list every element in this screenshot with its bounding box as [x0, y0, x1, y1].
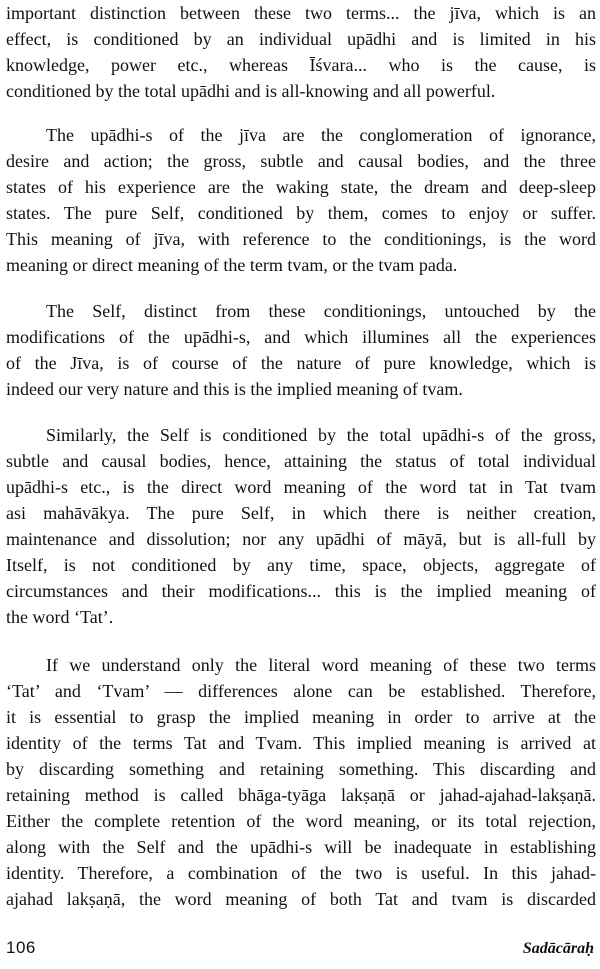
text-line: subtle and causal bodies, hence, attaining the status of total individual [6, 451, 596, 471]
page-body [6, 0, 596, 912]
paragraph [6, 122, 596, 278]
text-line: maintenance and dissolution; nor any upādhi of māyā, but is all-full by [6, 529, 596, 549]
text-line: ajahad lakṣaṇā, the word meaning of both Tat and tvam is discarded [6, 889, 596, 909]
text-line: circumstances and their modifications... this is the implied meaning of [6, 581, 596, 601]
text-line: identity of the terms Tat and Tvam. This implied meaning is arrived at [6, 733, 596, 753]
text-line: retaining method is called bhāga-tyāga lakṣaṇā or jahad-ajahad-lakṣaṇā. [6, 785, 596, 805]
page-footer [6, 938, 594, 964]
text-line: identity. Therefore, a combination of the two is useful. In this jahad- [6, 863, 596, 883]
text-line: desire and action; the gross, subtle and causal bodies, and the three [6, 151, 596, 171]
text-line: states of his experience are the waking state, the dream and deep-sleep [6, 177, 596, 197]
text-line: The upādhi-s of the jīva are the conglomeration of ignorance, [46, 125, 596, 145]
paragraph [6, 298, 596, 402]
paragraph [6, 422, 596, 630]
text-line: knowledge, power etc., whereas Īśvara... who is the cause, is [6, 55, 596, 75]
text-line: effect, is conditioned by an individual upādhi and is limited in his [6, 29, 596, 49]
text-line: conditioned by the total upādhi and is all-knowing and all powerful. [6, 81, 496, 101]
paragraph [6, 652, 596, 912]
paragraph [6, 0, 596, 104]
text-line: Itself, is not conditioned by any time, space, objects, aggregate of [6, 555, 596, 575]
text-line: by discarding something and retaining something. This discarding and [6, 759, 596, 779]
text-line: If we understand only the literal word meaning of these two terms [46, 655, 596, 675]
text-line: Similarly, the Self is conditioned by the total upādhi-s of the gross, [46, 425, 596, 445]
text-line: important distinction between these two terms... the jīva, which is an [6, 3, 596, 23]
text-line: along with the Self and the upādhi-s will be inadequate in establishing [6, 837, 596, 857]
text-line: upādhi-s etc., is the direct word meaning of the word tat in Tat tvam [6, 477, 596, 497]
page-number: 106 [6, 938, 36, 957]
text-line: This meaning of jīva, with reference to the conditionings, is the word [6, 229, 596, 249]
text-line: indeed our very nature and this is the implied meaning of tvam. [6, 379, 463, 399]
text-line: ‘Tat’ and ‘Tvam’ — differences alone can be established. Therefore, [6, 681, 596, 701]
text-line: of the Jīva, is of course of the nature of pure knowledge, which is [6, 353, 596, 373]
text-line: it is essential to grasp the implied meaning in order to arrive at the [6, 707, 596, 727]
running-title: Sadācāraḥ [522, 940, 594, 957]
text-line: the word ‘Tat’. [6, 607, 114, 627]
text-line: asi mahāvākya. The pure Self, in which there is neither creation, [6, 503, 596, 523]
text-line: Either the complete retention of the word meaning, or its total rejection, [6, 811, 596, 831]
text-line: The Self, distinct from these conditionings, untouched by the [46, 301, 596, 321]
text-line: states. The pure Self, conditioned by them, comes to enjoy or suffer. [6, 203, 596, 223]
text-line: modifications of the upādhi-s, and which illumines all the experiences [6, 327, 596, 347]
text-line: meaning or direct meaning of the term tvam, or the tvam pada. [6, 255, 458, 275]
